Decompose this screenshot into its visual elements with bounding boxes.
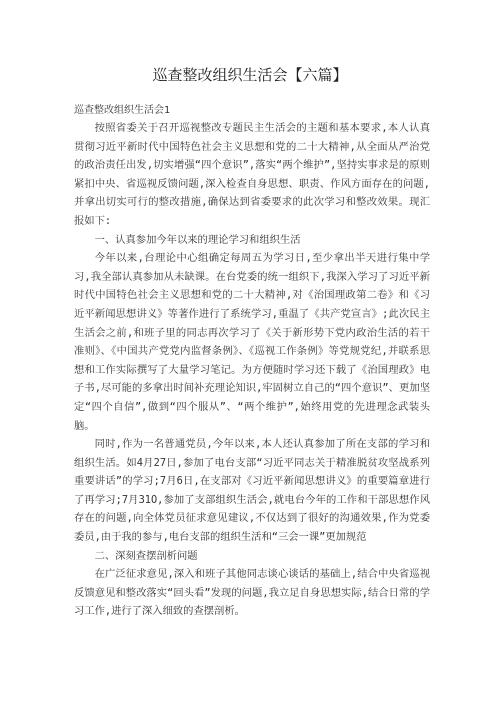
document-body [74, 119, 430, 621]
intro-paragraph: 按照省委关于召开巡视整改专题民主生活会的主题和基本要求,本人认真贯彻习近平新时代中国特色社会主义思想和党的二十大精神,从全面从严治党的政治责任出发,切实增强“四个意识”,落实“两个维护”,坚持实事求是的原则紧扣中央、省巡视反馈问题,深入检查自身思想、职责、作风方面存在的问题,并拿出切实可行的整改措施,确保达到省委要求的此次学习和整改效果。现汇报如下: [74, 122, 430, 227]
body-paragraph: 同时,作为一名普通党员,今年以来,本人还认真参加了所在支部的学习和组织生活。如4月27日,参加了电台支部“习近平同志关于精准脱贫攻坚战系列重要讲话”的学习;7月6日,在支部对《习近平新闻思想讲义》的重要篇章进行了再学习;7月31O,参加了支部组织生活会,就电台今年的工作和干部思想作风存在的问题,向全体党员征求意见建议,不仅达到了很好的沟通效果,作为党委委员,由于我的参与,电台支部的组织生活和“三会一课”更加规范 [74, 438, 430, 544]
section-subtitle: 巡查整改组织生活会1 [74, 105, 171, 116]
section-heading-2: 二、深刻查摆剖析问题 [94, 549, 198, 562]
page-title: 巡查整改组织生活会【六篇】 [152, 66, 348, 84]
section-heading-1: 一、认真参加今年以来的理论学习和组织生活 [94, 233, 301, 246]
body-paragraph: 今年以来,台理论中心组确定每周五为学习日,至少拿出半天进行集中学习,我全部认真参加从未缺课。在台党委的统一组织下,我深入学习了习近平新时代中国特色社会主义思想和党的二十大精神,对《治国理政第二卷》和《习近平新闻思想讲义》等著作进行了系统学习,重温了《共产党宣言》;此次民主生活会之前,和班子里的同志再次学习了《关于新形势下党内政治生活的若干准则》、《中国共产党党内监督条例》、《巡视工作条例》等党规党纪,并联系思想和工作实际撰写了大量学习笔记。为方便随时学习还下载了《治国理政》电子书,尽可能的多拿出时间补充理论知识,牢固树立自己的“四个意识”、更加坚定“四个自信”,做到“四个服从”、“两个维护”,始终用党的先进理念武装头脑。 [74, 252, 430, 432]
body-paragraph: 在广泛征求意见,深入和班子其他同志谈心谈话的基础上,结合中央省巡视反馈意见和整改落实“回头看”发现的问题,我立足自身思想实际,结合日常的学习工作,进行了深入细致的查摆剖析。 [74, 568, 430, 618]
